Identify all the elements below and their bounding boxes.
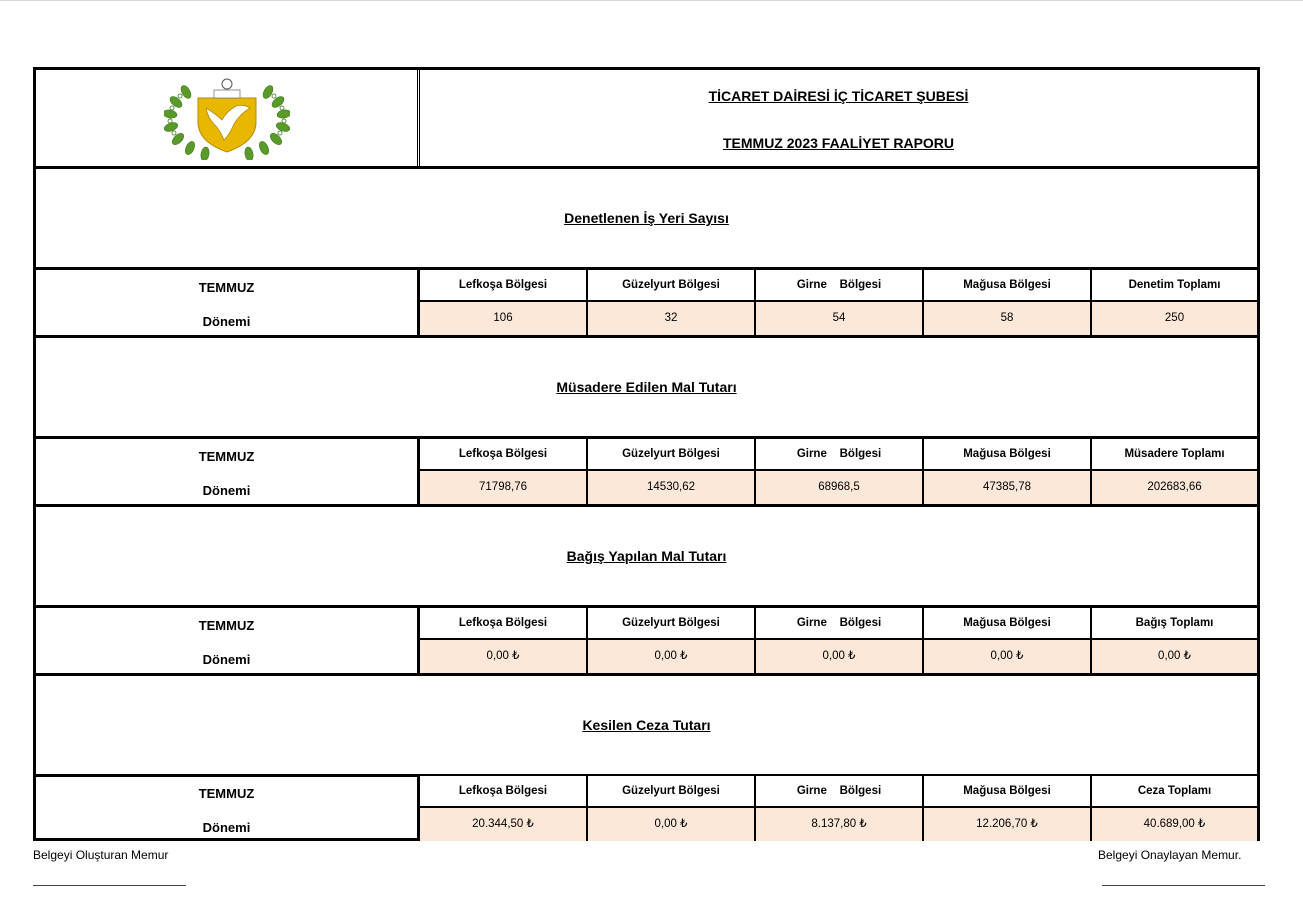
value-cell: 250 [1092, 302, 1257, 335]
column-header: Denetim Toplamı [1092, 270, 1257, 302]
value-cell: 0,00 ₺ [924, 640, 1090, 673]
section-data-row [36, 439, 1257, 507]
section-data-row [36, 270, 1257, 338]
period-label: Dönemi [202, 314, 251, 329]
column-header: Güzelyurt Bölgesi [588, 439, 754, 471]
column-header: Lefkoşa Bölgesi [420, 270, 586, 302]
period-label: Dönemi [202, 652, 251, 667]
section-title-row [36, 338, 1257, 439]
region-cell-lefkosa [420, 608, 588, 673]
period-month: TEMMUZ [198, 280, 255, 295]
total-cell [1092, 270, 1257, 335]
value-cell: 0,00 ₺ [420, 640, 586, 673]
creator-signature-line [33, 885, 186, 887]
section-data-row [36, 776, 1257, 844]
column-header: Güzelyurt Bölgesi [588, 270, 754, 302]
section-title: Kesilen Ceza Tutarı [582, 717, 711, 733]
column-header: Ceza Toplamı [1092, 776, 1257, 808]
column-header: Girne Bölgesi [756, 776, 922, 808]
region-cell-lefkosa [420, 270, 588, 335]
section-title: Denetlenen İş Yeri Sayısı [564, 210, 729, 226]
period-month: TEMMUZ [198, 618, 255, 633]
column-header: Girne Bölgesi [756, 439, 922, 471]
total-cell [1092, 439, 1257, 504]
region-cell-lefkosa [420, 439, 588, 504]
section-data-row [36, 608, 1257, 676]
page-top-rule [0, 0, 1303, 1]
value-cell: 20.344,50 ₺ [420, 808, 586, 841]
period-cell [36, 270, 420, 335]
section-title: Bağış Yapılan Mal Tutarı [566, 548, 727, 564]
value-cell: 68968,5 [756, 471, 922, 504]
column-header: Müsadere Toplamı [1092, 439, 1257, 471]
period-cell [36, 608, 420, 673]
region-cell-magusa [924, 608, 1092, 673]
period-label: Dönemi [202, 820, 251, 835]
column-header: Lefkoşa Bölgesi [420, 608, 586, 640]
region-cell-magusa [924, 439, 1092, 504]
region-cell-guzelyurt [588, 439, 756, 504]
region-cell-guzelyurt [588, 776, 756, 841]
period-label: Dönemi [202, 483, 251, 498]
section-title-row [36, 676, 1257, 777]
value-cell: 0,00 ₺ [588, 808, 754, 841]
value-cell: 32 [588, 302, 754, 335]
column-header: Mağusa Bölgesi [924, 776, 1090, 808]
value-cell: 8.137,80 ₺ [756, 808, 922, 841]
column-header: Girne Bölgesi [756, 608, 922, 640]
region-cell-girne [756, 608, 924, 673]
region-cell-girne [756, 776, 924, 841]
region-cell-guzelyurt [588, 608, 756, 673]
value-cell: 12.206,70 ₺ [924, 808, 1090, 841]
value-cell: 40.689,00 ₺ [1092, 808, 1257, 841]
value-cell: 106 [420, 302, 586, 335]
column-header: Güzelyurt Bölgesi [588, 608, 754, 640]
section-title-row [36, 169, 1257, 270]
approver-signature-line [1102, 885, 1265, 887]
column-header: Lefkoşa Bölgesi [420, 439, 586, 471]
period-cell [36, 439, 420, 504]
region-cell-lefkosa [420, 776, 588, 841]
logo-cell [36, 70, 420, 166]
period-month: TEMMUZ [198, 786, 255, 801]
coat-of-arms-icon [164, 76, 290, 160]
creator-label: Belgeyi Oluşturan Memur [33, 848, 169, 862]
column-header: Bağış Toplamı [1092, 608, 1257, 640]
department-title: TİCARET DAİRESİ İÇ TİCARET ŞUBESİ [708, 88, 969, 104]
report-title: TEMMUZ 2023 FAALİYET RAPORU [722, 135, 955, 151]
value-cell: 0,00 ₺ [588, 640, 754, 673]
region-cell-girne [756, 439, 924, 504]
value-cell: 54 [756, 302, 922, 335]
value-cell: 0,00 ₺ [756, 640, 922, 673]
total-cell [1092, 776, 1257, 841]
total-cell [1092, 608, 1257, 673]
report-header [36, 70, 1257, 169]
column-header: Mağusa Bölgesi [924, 608, 1090, 640]
column-header: Lefkoşa Bölgesi [420, 776, 586, 808]
period-month: TEMMUZ [198, 449, 255, 464]
value-cell: 47385,78 [924, 471, 1090, 504]
value-cell: 202683,66 [1092, 471, 1257, 504]
column-header: Mağusa Bölgesi [924, 439, 1090, 471]
section-title: Müsadere Edilen Mal Tutarı [556, 379, 737, 395]
value-cell: 58 [924, 302, 1090, 335]
region-cell-magusa [924, 270, 1092, 335]
column-header: Girne Bölgesi [756, 270, 922, 302]
value-cell: 71798,76 [420, 471, 586, 504]
activity-report [33, 67, 1260, 841]
column-header: Güzelyurt Bölgesi [588, 776, 754, 808]
period-cell [36, 776, 420, 841]
section-title-row [36, 507, 1257, 608]
region-cell-magusa [924, 776, 1092, 841]
approver-label: Belgeyi Onaylayan Memur. [1098, 848, 1242, 862]
title-cell [420, 70, 1257, 166]
region-cell-girne [756, 270, 924, 335]
column-header: Mağusa Bölgesi [924, 270, 1090, 302]
value-cell: 14530,62 [588, 471, 754, 504]
region-cell-guzelyurt [588, 270, 756, 335]
value-cell: 0,00 ₺ [1092, 640, 1257, 673]
